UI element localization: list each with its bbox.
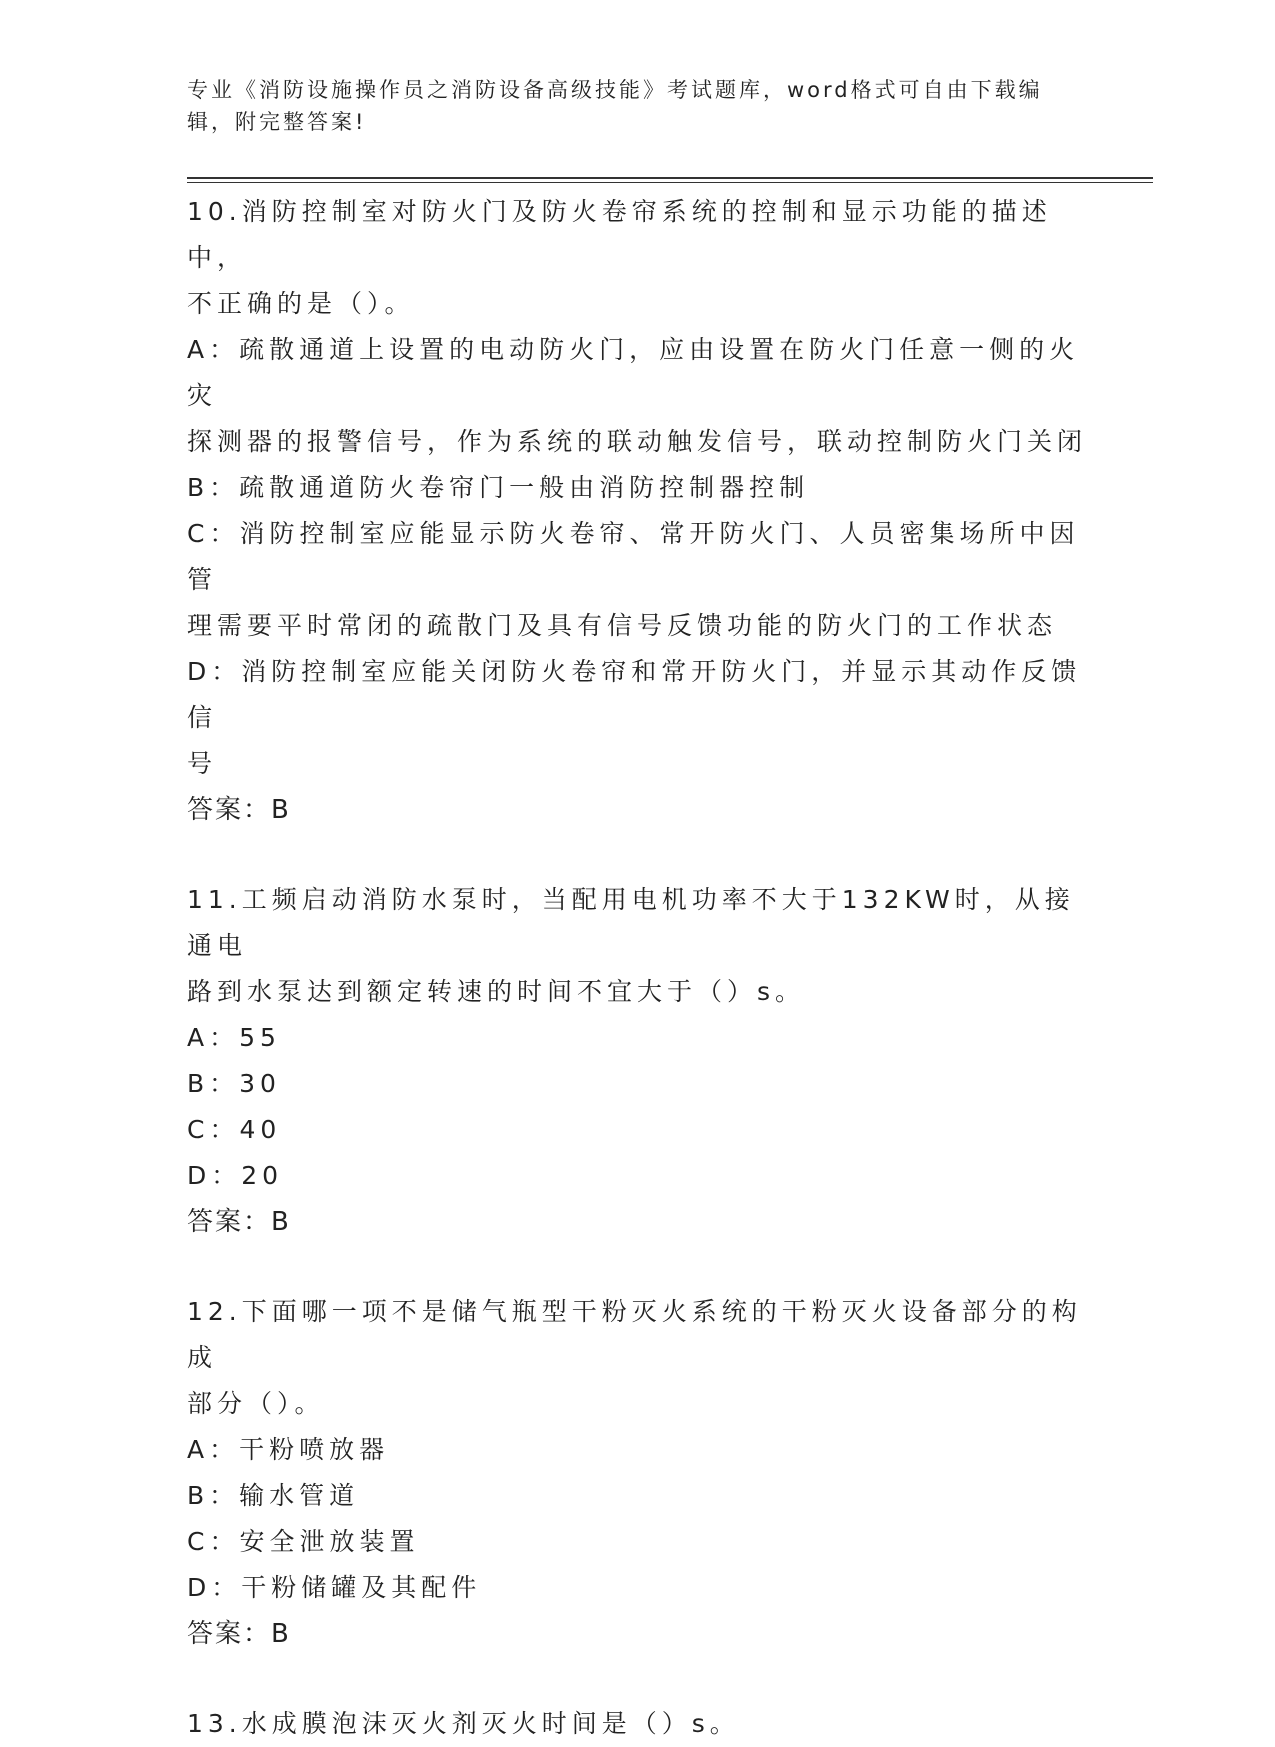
- answer-label: 答案：B: [187, 795, 291, 825]
- option-c: C：消防控制室应能显示防火卷帘、常开防火门、人员密集场所中因管: [187, 519, 1080, 594]
- option-a-continued: 探测器的报警信号，作为系统的联动触发信号，联动控制防火门关闭: [187, 427, 1088, 456]
- question-stem-line: 10.消防控制室对防火门及防火卷帘系统的控制和显示功能的描述中，: [187, 197, 1052, 272]
- option-c-continued: 理需要平时常闭的疏散门及具有信号反馈功能的防火门的工作状态: [187, 611, 1058, 640]
- question-list: [187, 189, 1087, 1747]
- question-stem-line: 11.工频启动消防水泵时，当配用电机功率不大于132KW时，从接通电: [187, 885, 1075, 960]
- option-d-continued: 号: [187, 749, 218, 778]
- question-11: [187, 877, 1087, 1245]
- header-line-1: 专业《消防设施操作员之消防设备高级技能》考试题库，word格式可自由下载编: [187, 78, 1043, 102]
- option-c: C：安全泄放装置: [187, 1527, 420, 1556]
- answer-label: 答案：B: [187, 1619, 291, 1649]
- answer-label: 答案：B: [187, 1207, 291, 1237]
- question-stem-line: 12.下面哪一项不是储气瓶型干粉灭火系统的干粉灭火设备部分的构成: [187, 1297, 1082, 1372]
- option-a: A：55: [187, 1023, 281, 1052]
- option-b: B：疏散通道防火卷帘门一般由消防控制器控制: [187, 473, 810, 502]
- option-a: A：干粉喷放器: [187, 1435, 390, 1464]
- header-divider-thick: [187, 177, 1153, 179]
- document-header: [187, 74, 1087, 138]
- header-divider-thin: [187, 182, 1153, 183]
- option-d: D：消防控制室应能关闭防火卷帘和常开防火门，并显示其动作反馈信: [187, 657, 1082, 732]
- option-d: D：20: [187, 1161, 284, 1190]
- option-d: D：干粉储罐及其配件: [187, 1573, 482, 1602]
- question-12: [187, 1289, 1087, 1657]
- question-stem-line: 不正确的是（）。: [187, 289, 415, 318]
- option-c: C：40: [187, 1115, 282, 1144]
- header-line-2: 辑，附完整答案!: [187, 110, 367, 134]
- question-10: [187, 189, 1087, 833]
- question-13: [187, 1701, 1087, 1747]
- question-stem-line: 部分（）。: [187, 1389, 325, 1418]
- option-b: B：30: [187, 1069, 281, 1098]
- question-stem-line: 13.水成膜泡沫灭火剂灭火时间是（）s。: [187, 1709, 740, 1738]
- option-a: A：疏散通道上设置的电动防火门，应由设置在防火门任意一侧的火灾: [187, 335, 1080, 410]
- question-stem-line: 路到水泵达到额定转速的时间不宜大于（）s。: [187, 977, 806, 1006]
- option-b: B：输水管道: [187, 1481, 360, 1510]
